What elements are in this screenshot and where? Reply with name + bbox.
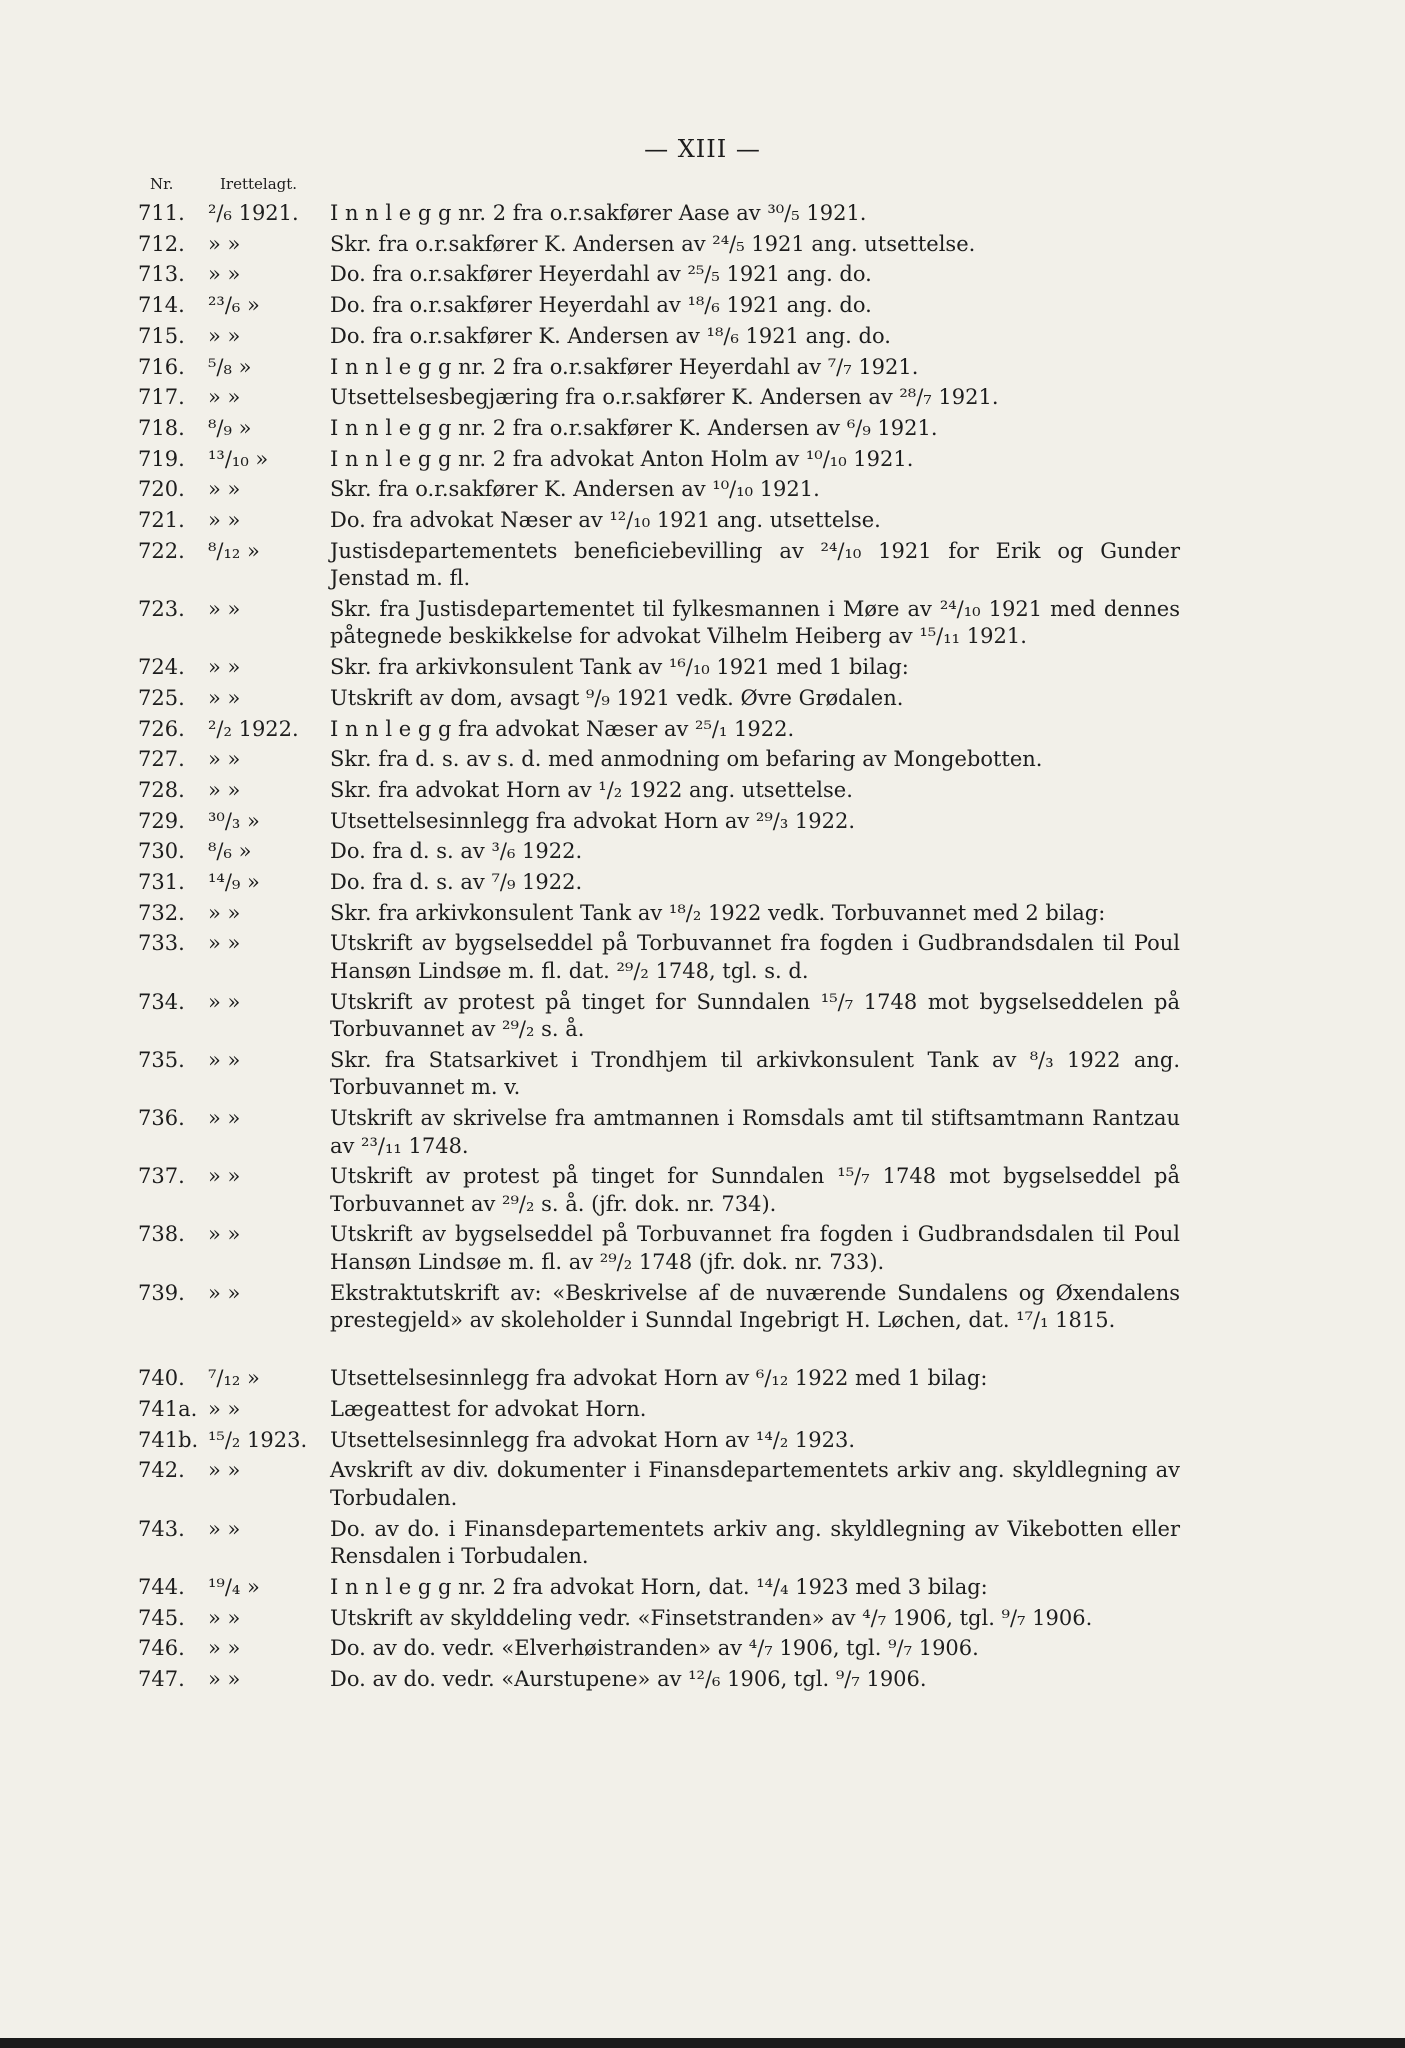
- entry-date: ²/₆ 1921.: [208, 201, 299, 225]
- entry-date: ⁸/₉ »: [208, 415, 252, 440]
- entry-number: 742.: [138, 1458, 185, 1483]
- entry-description: Utskrift av bygselseddel på Torbuvannet fra fogden i Gudbrandsdalen til Poul Hansøn Lindsøe m. fl. av ²⁹/₂ 1748 (jfr. dok. nr. 733).: [330, 1222, 1180, 1274]
- entry-date: » »: [208, 1106, 241, 1130]
- entry-description: Ekstraktutskrift av: «Beskrivelse af de nuværende Sundalens og Øxendalens prestegjeld» av skoleholder i Sunndal Ingebrigt H. Løchen, dat. ¹⁷/₁ 1815.: [330, 1280, 1180, 1333]
- entry-number: 722.: [138, 538, 185, 563]
- entry-date: » »: [208, 596, 241, 621]
- entry-description: Utsettelsesinnlegg fra advokat Horn av ¹⁴/₂ 1923.: [330, 1427, 856, 1452]
- entry-date: » »: [208, 655, 241, 680]
- entry-number: 737.: [138, 1164, 185, 1189]
- entry-description: I n n l e g g nr. 2 fra o.r.sakfører Heyerdahl av ⁷/₇ 1921.: [330, 354, 919, 379]
- entry-date: ³⁰/₃ »: [208, 808, 260, 833]
- entry-number: 727.: [138, 747, 185, 772]
- entry-description: Do. fra d. s. av ³/₆ 1922.: [330, 839, 583, 864]
- entry-date: ⁵/₈ »: [208, 354, 252, 379]
- entry-number: 711.: [138, 201, 185, 225]
- entry-number: 726.: [138, 716, 185, 741]
- entry-description: Utskrift av protest på tinget for Sunndalen ¹⁵/₇ 1748 mot bygselseddelen på Torbuvannet av ²⁹/₂ s. å.: [330, 989, 1180, 1042]
- entry-description: Do. fra o.r.sakfører Heyerdahl av ²⁵/₅ 1921 ang. do.: [330, 262, 872, 287]
- entry-date: » »: [208, 385, 241, 410]
- entry-number: 720.: [138, 477, 185, 502]
- entry-description: I n n l e g g fra advokat Næser av ²⁵/₁ 1922.: [330, 716, 795, 741]
- entry-number: 729.: [138, 808, 185, 833]
- entry-number: 714.: [138, 293, 185, 318]
- entry-description: I n n l e g g nr. 2 fra advokat Anton Holm av ¹⁰/₁₀ 1921.: [330, 446, 914, 471]
- entry-date: » »: [208, 477, 241, 502]
- entry-date: ⁸/₆ »: [208, 839, 252, 864]
- entry-number: 734.: [138, 989, 185, 1014]
- entry-number: 735.: [138, 1047, 185, 1072]
- entry-date: » »: [208, 262, 241, 287]
- entry-description: Do. av do. vedr. «Aurstupene» av ¹²/₆ 1906, tgl. ⁹/₇ 1906.: [330, 1666, 927, 1691]
- entry-number: 747.: [138, 1666, 185, 1691]
- entry-description: I n n l e g g nr. 2 fra advokat Horn, dat. ¹⁴/₄ 1923 med 3 bilag:: [330, 1574, 988, 1599]
- entry-description: Do. fra advokat Næser av ¹²/₁₀ 1921 ang. utsettelse.: [330, 508, 881, 532]
- entry-date: ²/₂ 1922.: [208, 716, 299, 741]
- entry-description: Skr. fra o.r.sakfører K. Andersen av ²⁴/₅ 1921 ang. utsettelse.: [330, 231, 976, 256]
- entry-description: I n n l e g g nr. 2 fra o.r.sakfører K. Andersen av ⁶/₉ 1921.: [330, 415, 938, 440]
- entry-number: 724.: [138, 655, 185, 680]
- entry-description: I n n l e g g nr. 2 fra o.r.sakfører Aase av ³⁰/₅ 1921.: [330, 201, 867, 225]
- entry-description: Utskrift av bygselseddel på Torbuvannet fra fogden i Gudbrandsdalen til Poul Hansøn Lindsøe m. fl. dat. ²⁹/₂ 1748, tgl. s. d.: [330, 931, 1180, 983]
- entry-date: » »: [208, 900, 241, 925]
- entry-date: ⁸/₁₂ »: [208, 538, 260, 563]
- entry-description: Skr. fra Justisdepartementet til fylkesmannen i Møre av ²⁴/₁₀ 1921 med dennes påtegnede beskikkelse for advokat Vilhelm Heiberg av ¹⁵/₁₁ 1921.: [330, 596, 1180, 649]
- column-header-nr: Nr.: [150, 175, 174, 193]
- entry-number: 731.: [138, 870, 185, 894]
- entry-description: Avskrift av div. dokumenter i Finansdepartementets arkiv ang. skyldlegning av Torbudalen.: [330, 1458, 1180, 1510]
- entry-date: » »: [208, 1222, 241, 1247]
- entry-description: Utskrift av protest på tinget for Sunndalen ¹⁵/₇ 1748 mot bygselseddel på Torbuvannet av ²⁹/₂ s. å. (jfr. dok. nr. 734).: [330, 1164, 1180, 1216]
- entry-date: ⁷/₁₂ »: [208, 1366, 260, 1391]
- entry-date: » »: [208, 1605, 241, 1630]
- entry-date: » »: [208, 1516, 241, 1541]
- entry-description: Skr. fra advokat Horn av ¹/₂ 1922 ang. utsettelse.: [330, 777, 853, 802]
- entry-date: » »: [208, 685, 241, 710]
- entry-description: Skr. fra arkivkonsulent Tank av ¹⁸/₂ 1922 vedk. Torbuvannet med 2 bilag:: [330, 900, 1106, 925]
- entry-description: Utsettelsesinnlegg fra advokat Horn av ⁶/₁₂ 1922 med 1 bilag:: [330, 1366, 988, 1391]
- entry-number: 717.: [138, 385, 185, 410]
- entry-date: ¹⁹/₄ »: [208, 1574, 260, 1599]
- entry-description: Do. av do. i Finansdepartementets arkiv ang. skyldlegning av Vikebotten eller Rensdalen i Torbudalen.: [330, 1516, 1180, 1569]
- entry-number: 741b.: [138, 1427, 199, 1452]
- entry-date: » »: [208, 747, 241, 772]
- entry-date: » »: [208, 1280, 241, 1305]
- entry-description: Lægeattest for advokat Horn.: [330, 1397, 647, 1421]
- entry-number: 728.: [138, 777, 185, 802]
- entry-description: Do. fra o.r.sakfører K. Andersen av ¹⁸/₆ 1921 ang. do.: [330, 323, 891, 348]
- entry-number: 743.: [138, 1516, 185, 1541]
- entry-number: 732.: [138, 900, 185, 925]
- entry-description: Utsettelsesbegjæring fra o.r.sakfører K. Andersen av ²⁸/₇ 1921.: [330, 385, 999, 410]
- page-number: — XIII —: [644, 135, 761, 163]
- entry-number: 715.: [138, 323, 185, 348]
- entry-date: » »: [208, 777, 241, 802]
- entry-description: Utskrift av dom, avsagt ⁹/₉ 1921 vedk. Øvre Grødalen.: [330, 685, 904, 710]
- entry-date: » »: [208, 1164, 241, 1189]
- entry-number: 741a.: [138, 1397, 198, 1421]
- entry-date: » »: [208, 323, 241, 348]
- entry-number: 721.: [138, 508, 185, 532]
- entry-date: » »: [208, 1666, 241, 1691]
- entry-number: 739.: [138, 1280, 185, 1305]
- entry-description: Justisdepartementets beneficiebevilling av ²⁴/₁₀ 1921 for Erik og Gunder Jenstad m. fl.: [330, 538, 1180, 591]
- entry-description: Utskrift av skrivelse fra amtmannen i Romsdals amt til stiftsamtmann Rantzau av ²³/₁₁ 1748.: [330, 1106, 1180, 1158]
- entry-date: » »: [208, 508, 241, 532]
- entry-description: Skr. fra o.r.sakfører K. Andersen av ¹⁰/₁₀ 1921.: [330, 477, 820, 502]
- entry-description: Utskrift av skylddeling vedr. «Finsetstranden» av ⁴/₇ 1906, tgl. ⁹/₇ 1906.: [330, 1605, 1093, 1630]
- entry-description: Do. fra o.r.sakfører Heyerdahl av ¹⁸/₆ 1921 ang. do.: [330, 293, 872, 318]
- entry-number: 716.: [138, 354, 185, 379]
- entry-number: 738.: [138, 1222, 185, 1247]
- entry-date: » »: [208, 231, 241, 256]
- entry-number: 733.: [138, 931, 185, 956]
- entry-description: Skr. fra Statsarkivet i Trondhjem til arkivkonsulent Tank av ⁸/₃ 1922 ang. Torbuvannet m. v.: [330, 1047, 1180, 1100]
- entry-number: 725.: [138, 685, 185, 710]
- entry-date: ¹⁵/₂ 1923.: [208, 1427, 308, 1452]
- entry-number: 744.: [138, 1574, 185, 1599]
- entry-description: Skr. fra d. s. av s. d. med anmodning om befaring av Mongebotten.: [330, 747, 1043, 772]
- entry-date: » »: [208, 1397, 241, 1421]
- entry-number: 719.: [138, 446, 185, 471]
- entry-date: ²³/₆ »: [208, 293, 260, 318]
- entry-number: 736.: [138, 1106, 185, 1130]
- entry-number: 712.: [138, 231, 185, 256]
- entry-number: 740.: [138, 1366, 185, 1391]
- entry-date: » »: [208, 989, 241, 1014]
- entry-number: 723.: [138, 596, 185, 621]
- entry-description: Do. fra d. s. av ⁷/₉ 1922.: [330, 870, 583, 894]
- entry-date: ¹⁴/₉ »: [208, 870, 260, 894]
- entry-number: 745.: [138, 1605, 185, 1630]
- entry-date: » »: [208, 1047, 241, 1072]
- entry-number: 746.: [138, 1636, 185, 1661]
- entry-number: 718.: [138, 415, 185, 440]
- entry-number: 730.: [138, 839, 185, 864]
- column-header-date: Irettelagt.: [220, 175, 298, 193]
- entry-date: » »: [208, 1636, 241, 1661]
- entry-description: Skr. fra arkivkonsulent Tank av ¹⁶/₁₀ 1921 med 1 bilag:: [330, 655, 909, 680]
- entry-number: 713.: [138, 262, 185, 287]
- entry-date: ¹³/₁₀ »: [208, 446, 269, 471]
- entry-description: Utsettelsesinnlegg fra advokat Horn av ²⁹/₃ 1922.: [330, 808, 856, 833]
- entry-date: » »: [208, 1458, 241, 1483]
- entry-date: » »: [208, 931, 241, 956]
- entry-description: Do. av do. vedr. «Elverhøistranden» av ⁴/₇ 1906, tgl. ⁹/₇ 1906.: [330, 1636, 979, 1661]
